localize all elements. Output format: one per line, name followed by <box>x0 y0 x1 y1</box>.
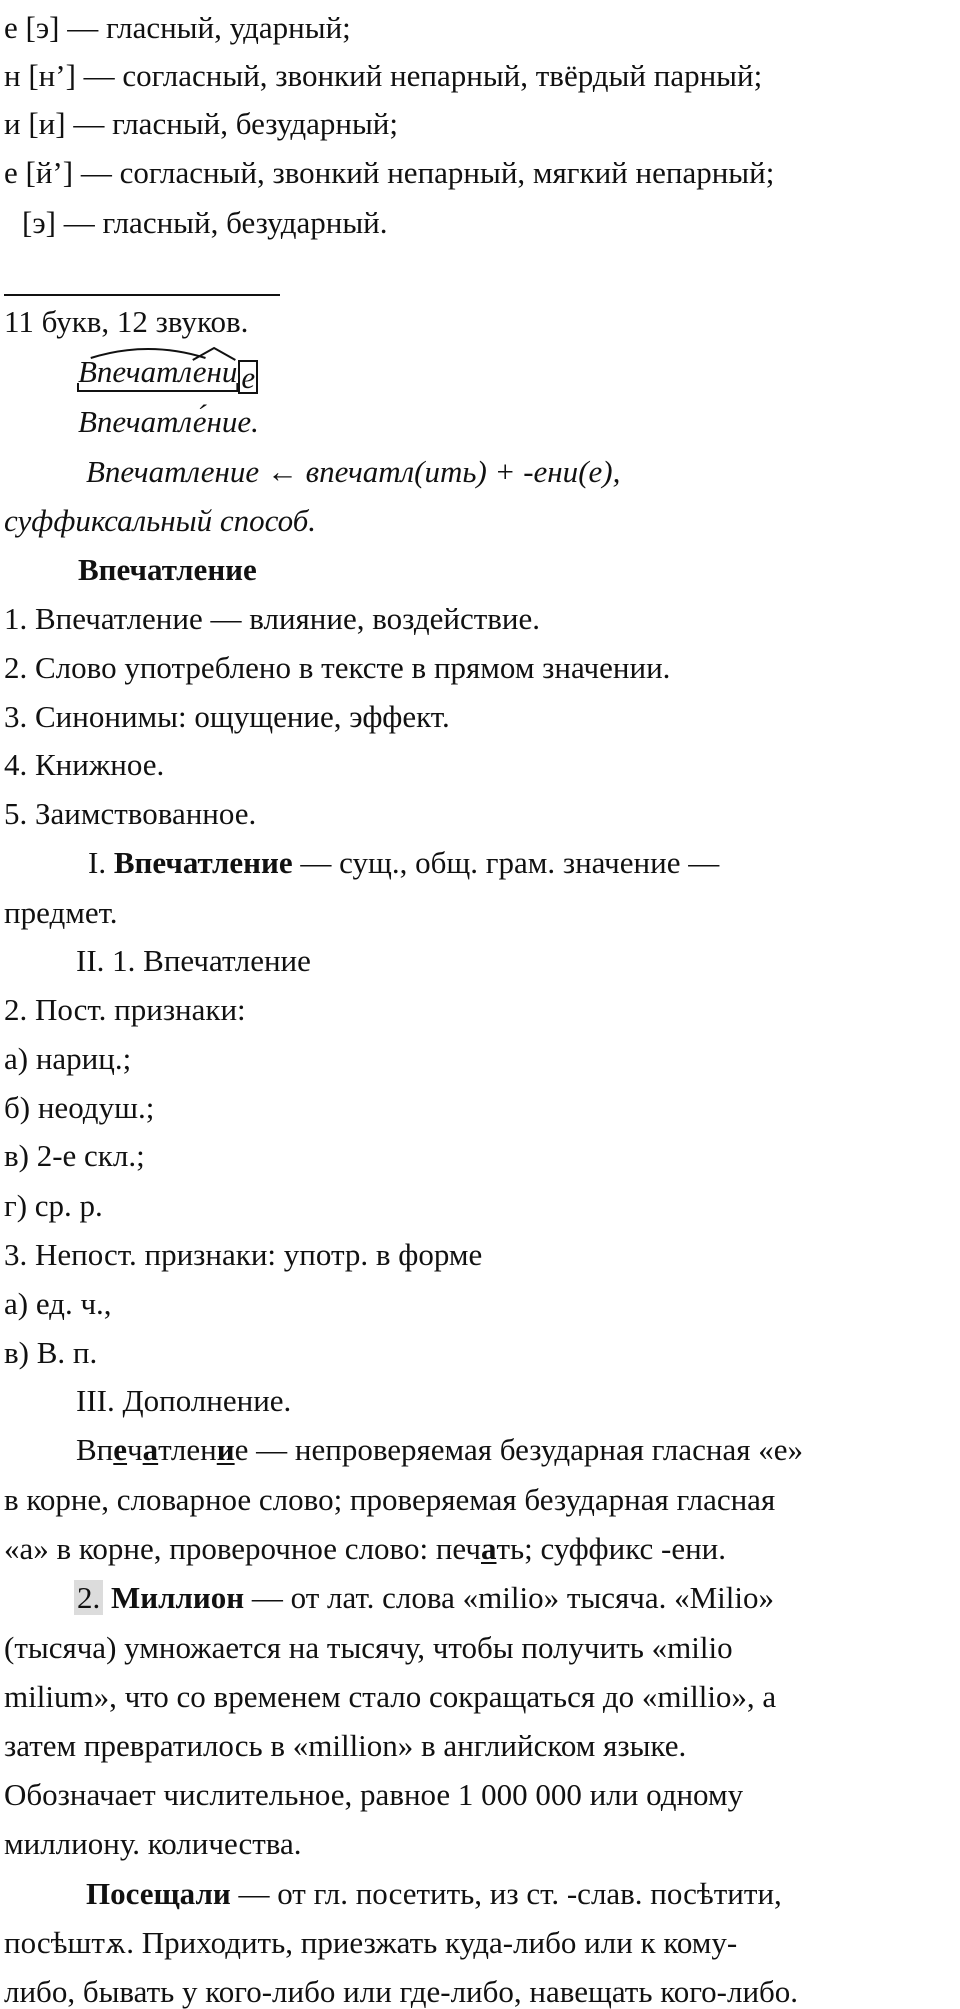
poseschali-line1-rest: — от гл. посетить, из ст. -слав. посѣтити, <box>230 1876 782 1911</box>
phonetic-line-3: и [и] — гласный, безударный; <box>4 106 399 141</box>
stress-word: Впечатле́ние. <box>78 404 259 439</box>
lexical-item-5: 5. Заимствованное. <box>4 796 257 831</box>
nonconst-feature-1: а) ед. ч., <box>4 1286 112 1321</box>
spelling-vowel-2: а <box>142 1432 159 1467</box>
formation-rest: ← впечатл(ить) + - <box>259 454 534 489</box>
lexical-item-3: 3. Синонимы: ощущение, эффект. <box>4 699 450 734</box>
ending-box <box>238 360 258 394</box>
const-feature-1: а) нариц.; <box>4 1041 132 1076</box>
lexical-item-2: 2. Слово употреблено в тексте в прямом значении. <box>4 650 671 685</box>
spelling-seg3: тлен <box>158 1432 217 1467</box>
spelling-line3-pre: «а» в корне, проверочное слово: печ <box>4 1531 481 1566</box>
spelling-line3-post: ть; суффикс -ени. <box>496 1531 727 1566</box>
spelling-line-3 <box>4 1533 726 1564</box>
const-feature-3: в) 2-е скл.; <box>4 1138 145 1173</box>
word-ending: е <box>241 360 256 395</box>
poseschali-line-3: либо, бывать у кого-либо или где-либо, навещать кого-либо. <box>4 1974 799 2009</box>
formation-method: суффиксальный способ. <box>4 503 317 538</box>
morph-part1 <box>88 847 719 878</box>
morph-part1-word: Впечатление <box>113 845 293 880</box>
morph-part2-head: II. 1. Впечатление <box>76 943 311 978</box>
word-stem: Впечатлени <box>78 354 238 389</box>
morph-part3: III. Дополнение. <box>76 1383 292 1418</box>
spelling-line-2: в корне, словарное слово; проверяемая безударная гласная <box>4 1482 776 1517</box>
const-features-head: 2. Пост. признаки: <box>4 992 246 1027</box>
item-number: 2. <box>74 1580 103 1615</box>
morphemic-word <box>78 356 258 394</box>
spelling-line-1 <box>76 1434 803 1465</box>
million-line1-rest: — от лат. слова «milio» тысяча. «Milio» <box>244 1580 774 1615</box>
phonetic-line-5: [э] — гласный, безударный. <box>22 205 388 240</box>
spelling-vowel-1: е <box>113 1432 128 1467</box>
million-line-2: (тысяча) умножается на тысячу, чтобы получить «milio <box>4 1630 733 1665</box>
const-feature-4: г) ср. р. <box>4 1188 103 1223</box>
lexical-heading: Впечатление <box>78 552 257 587</box>
spelling-vowel-3: и <box>216 1432 235 1467</box>
formation-word: Впечатление <box>86 454 260 489</box>
morph-part1-prefix: I. <box>88 845 114 880</box>
phonetic-line-4: е [й’] — согласный, звонкий непарный, мягкий непарный; <box>4 155 775 190</box>
morph-part1-cont: предмет. <box>4 895 118 930</box>
lexical-item-4: 4. Книжное. <box>4 747 165 782</box>
million-word: Миллион <box>111 1580 245 1615</box>
formation-suffix: ени <box>533 454 579 489</box>
nonconst-feature-2: в) В. п. <box>4 1335 98 1370</box>
poseschali-word: Посещали <box>86 1876 231 1911</box>
formation-tail: (е), <box>578 454 621 489</box>
spelling-seg4: е — непроверяемая безударная гласная «е» <box>234 1432 804 1467</box>
lexical-item-1: 1. Впечатление — влияние, воздействие. <box>4 601 541 636</box>
million-line-6: миллиону. количества. <box>4 1826 302 1861</box>
nonconst-features-head: 3. Непост. признаки: употр. в форме <box>4 1237 483 1272</box>
million-line-3: milium», что со временем стало сокращаться до «millio», а <box>4 1679 777 1714</box>
spelling-seg2: ч <box>127 1432 143 1467</box>
word-formation <box>86 456 620 487</box>
spelling-seg1: Вп <box>76 1432 114 1467</box>
million-line-5: Обозначает числительное, равное 1 000 000 или одному <box>4 1777 744 1812</box>
poseschali-line-1 <box>86 1878 782 1909</box>
separator-rule <box>4 294 280 296</box>
spelling-check-vowel: а <box>481 1531 497 1566</box>
million-line-4: затем превратилось в «million» в английском языке. <box>4 1728 687 1763</box>
poseschali-line-2: посѣштѫ. Приходить, приезжать куда-либо или к кому- <box>4 1925 738 1960</box>
morph-part1-rest: — сущ., общ. грам. значение — <box>292 845 720 880</box>
phonetic-line-1: е [э] — гласный, ударный; <box>4 10 351 45</box>
phonetic-line-2: н [н’] — согласный, звонкий непарный, твёрдый парный; <box>4 58 763 93</box>
letters-sounds-summary: 11 букв, 12 звуков. <box>4 304 249 339</box>
million-line-1 <box>74 1582 774 1613</box>
const-feature-2: б) неодуш.; <box>4 1090 155 1125</box>
